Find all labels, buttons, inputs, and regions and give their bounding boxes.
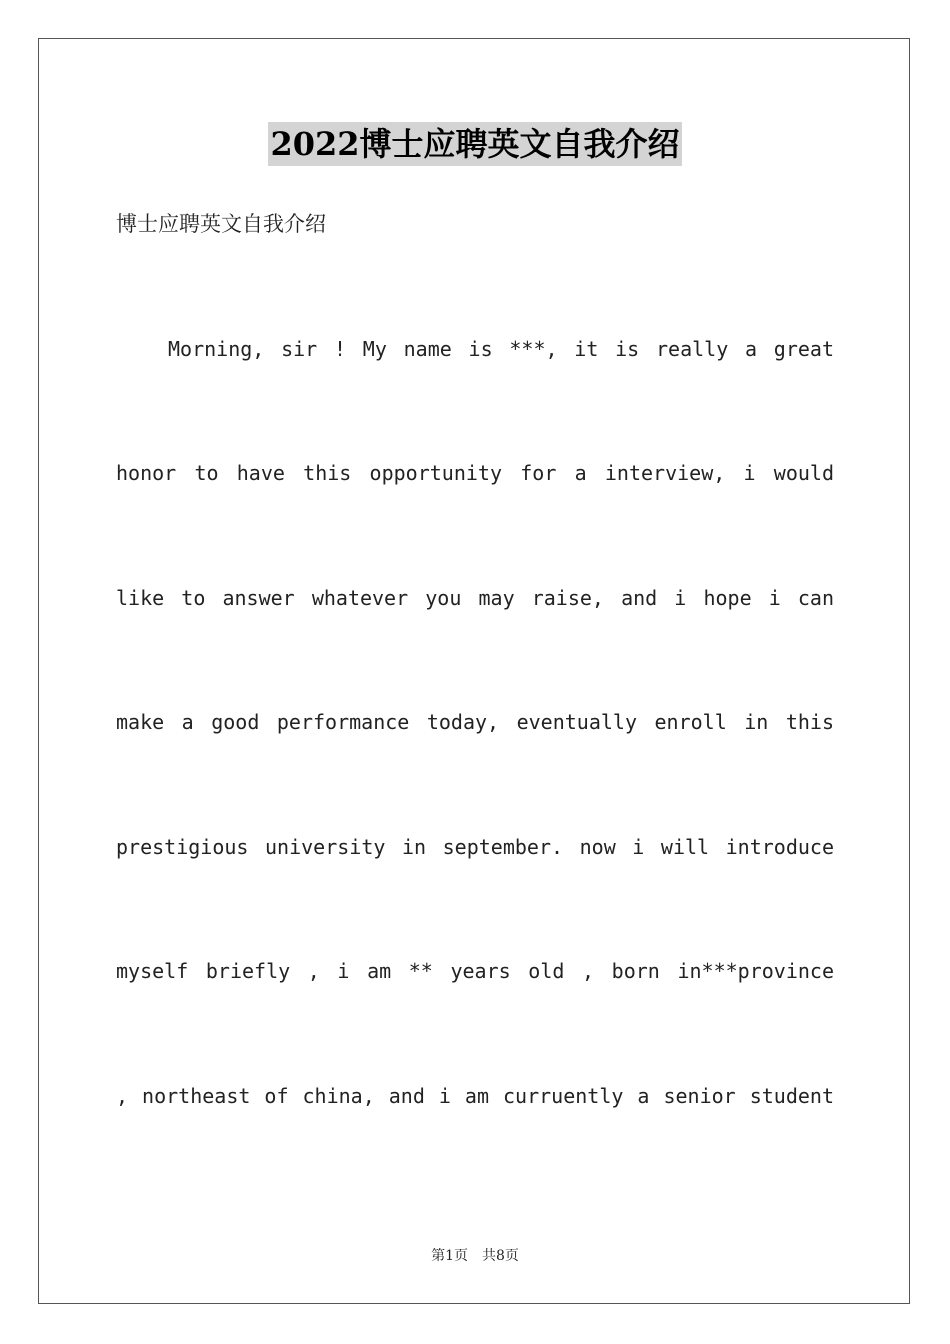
body-line-3: like to answer whatever you may raise, and i hope i can [116, 586, 834, 610]
document-subtitle: 博士应聘英文自我介绍 [116, 212, 326, 236]
body-line-4: make a good performance today, eventually enroll in this [116, 710, 834, 734]
page-total: 共8页 [482, 1248, 519, 1264]
body-line-2: honor to have this opportunity for a interview, i would [116, 461, 834, 485]
body-line-1: Morning, sir ! My name is ***, it is really a great [168, 337, 834, 361]
page-number: 第1页 [431, 1248, 468, 1264]
document-title: 2022博士应聘英文自我介绍 [268, 122, 681, 166]
body-line-7: , northeast of china, and i am curruently a senior student [116, 1084, 834, 1108]
body-line-5: prestigious university in september. now i will introduce [116, 835, 834, 859]
document-title-wrapper [0, 122, 950, 166]
page-footer [0, 1246, 950, 1266]
body-line-6: myself briefly , i am ** years old , born in***province [116, 959, 834, 983]
